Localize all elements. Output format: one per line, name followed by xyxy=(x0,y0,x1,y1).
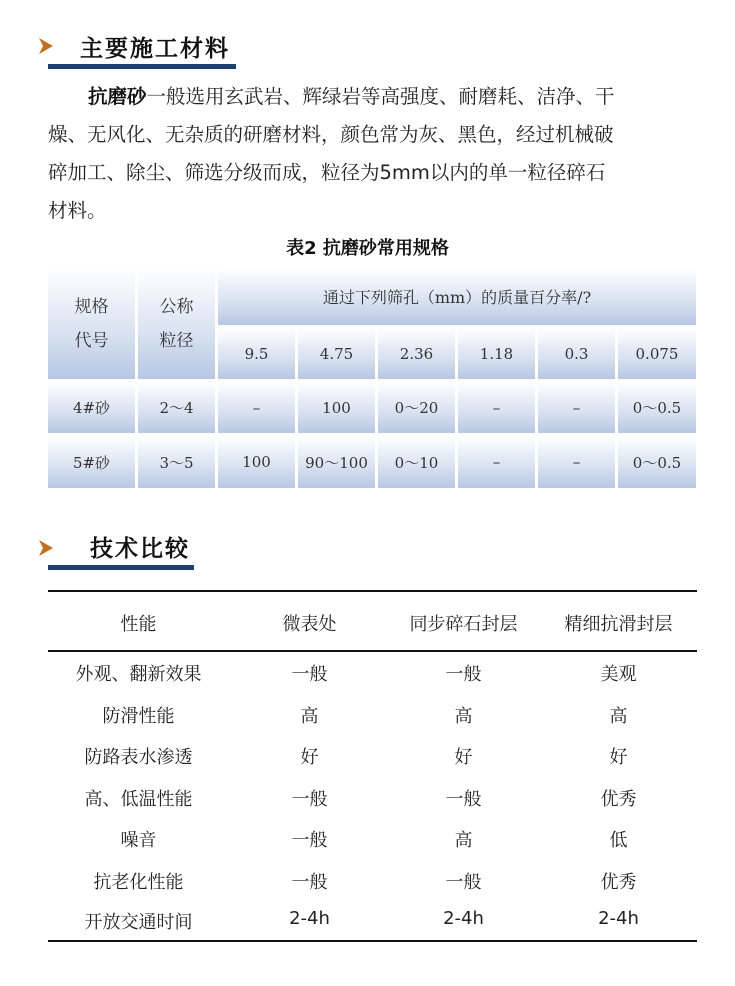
section-title: 技术比较 xyxy=(90,535,190,562)
row-cell: 一般 xyxy=(445,664,482,685)
materials-paragraph xyxy=(48,78,688,230)
sieve-size: 2.36 xyxy=(378,328,455,379)
column-header: 性能 xyxy=(120,614,157,635)
sieve-size: 1.18 xyxy=(458,328,535,379)
row-cell: 2-4h xyxy=(443,908,484,929)
row-cell: 优秀 xyxy=(600,789,637,810)
section-underline xyxy=(48,565,194,570)
row-cell: 好 xyxy=(300,747,319,768)
row-value: 0～20 xyxy=(378,382,455,433)
paragraph-line: 燥、无风化、无杂质的研磨材料，颜色常为灰、黑色，经过机械破 xyxy=(48,123,614,146)
row-cell: 高 xyxy=(454,706,473,727)
row-cell: 2-4h xyxy=(598,908,639,929)
row-cell: 高 xyxy=(300,706,319,727)
table-caption: 表2 抗磨砂常用规格 xyxy=(286,238,449,259)
arrow-bullet-icon xyxy=(38,37,54,55)
sieve-size: 4.75 xyxy=(298,328,375,379)
row-label: 防路表水渗透 xyxy=(84,747,193,768)
row-label: 开放交通时间 xyxy=(84,912,193,933)
section-underline xyxy=(48,64,236,69)
row-cell: 2-4h xyxy=(289,908,330,929)
row-size: 2～4 xyxy=(138,382,215,433)
row-code: 4#砂 xyxy=(48,382,135,433)
row-value: 0～0.5 xyxy=(618,382,696,433)
row-cell: 一般 xyxy=(291,664,328,685)
sieve-size: 0.3 xyxy=(538,328,615,379)
row-value: 100 xyxy=(298,382,375,433)
row-value: – xyxy=(538,436,615,488)
row-label: 抗老化性能 xyxy=(93,872,184,893)
table-rule-header xyxy=(48,650,697,652)
spec-table xyxy=(48,268,696,488)
row-cell: 一般 xyxy=(291,830,328,851)
column-header: 精细抗滑封层 xyxy=(564,614,673,635)
row-cell: 优秀 xyxy=(600,872,637,893)
table-rule-bottom xyxy=(48,940,697,942)
row-value: – xyxy=(458,382,535,433)
paragraph-line: 一般选用玄武岩、辉绿岩等高强度、耐磨耗、洁净、干 xyxy=(146,85,615,108)
header-sieve-label: 通过下列筛孔（mm）的质量百分率/? xyxy=(218,268,696,325)
row-cell: 高 xyxy=(454,830,473,851)
row-label: 噪音 xyxy=(120,830,157,851)
sieve-size: 9.5 xyxy=(218,328,295,379)
row-value: 0～0.5 xyxy=(618,436,696,488)
arrow-bullet-icon xyxy=(38,539,54,557)
header-code: 规格 代号 xyxy=(48,268,135,379)
row-cell: 一般 xyxy=(291,789,328,810)
column-header: 同步碎石封层 xyxy=(409,614,518,635)
row-value: – xyxy=(218,382,295,433)
row-value: – xyxy=(538,382,615,433)
row-cell: 好 xyxy=(454,747,473,768)
row-value: 90～100 xyxy=(298,436,375,488)
row-cell: 高 xyxy=(609,706,628,727)
row-cell: 低 xyxy=(609,830,628,851)
row-cell: 一般 xyxy=(291,872,328,893)
row-label: 高、低温性能 xyxy=(84,789,193,810)
column-header: 微表处 xyxy=(282,614,337,635)
section-title: 主要施工材料 xyxy=(80,35,230,62)
row-cell: 一般 xyxy=(445,789,482,810)
paragraph-line: 碎加工、除尘、筛选分级而成，粒径为5mm以内的单一粒径碎石 xyxy=(48,161,606,184)
row-cell: 美观 xyxy=(600,664,637,685)
row-code: 5#砂 xyxy=(48,436,135,488)
row-label: 防滑性能 xyxy=(102,706,175,727)
row-value: 100 xyxy=(218,436,295,488)
row-value: – xyxy=(458,436,535,488)
header-size: 公称 粒径 xyxy=(138,268,215,379)
row-cell: 一般 xyxy=(445,872,482,893)
row-label: 外观、翻新效果 xyxy=(75,664,202,685)
bold-term: 抗磨砂 xyxy=(88,85,147,108)
paragraph-line: 材料。 xyxy=(48,199,107,222)
sieve-size: 0.075 xyxy=(618,328,696,379)
row-size: 3～5 xyxy=(138,436,215,488)
row-cell: 好 xyxy=(609,747,628,768)
row-value: 0～10 xyxy=(378,436,455,488)
table-rule-top xyxy=(48,590,697,592)
